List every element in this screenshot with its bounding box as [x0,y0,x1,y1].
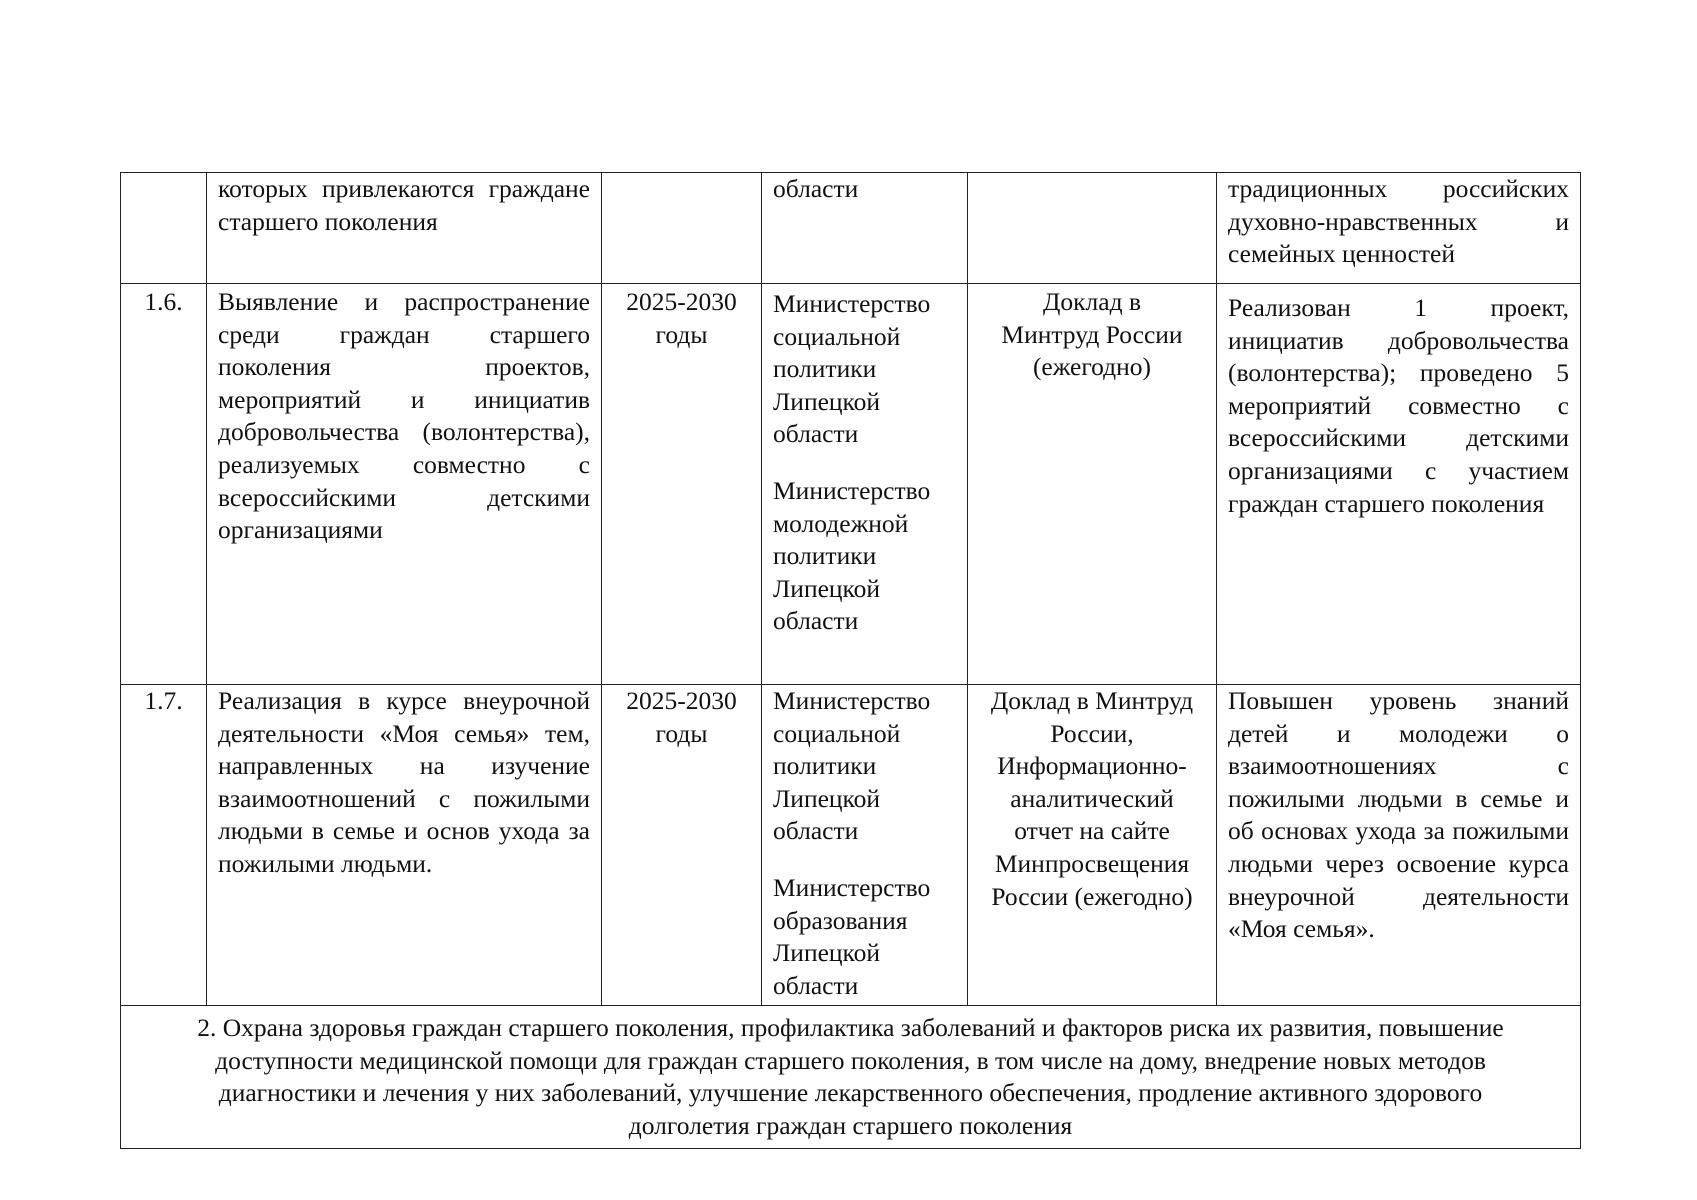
result-cell [1217,685,1581,1006]
report-text: Доклад в Минтруд России (ежегодно) [1001,287,1183,382]
result-cell [1217,173,1581,284]
executor-cell [762,685,968,1006]
result-text: Повышен уровень знаний детей и молодежи о взаимоотношениях с пожилыми людьми в семье и об основах ухода за пожилыми людьми через освоение курса внеурочной деятельности «Моя семья». [1228,686,1569,944]
executor-cell [762,284,968,685]
term-text: 2025-2030 годы [626,686,737,748]
measure-name-text: Реализация в курсе внеурочной деятельности «Моя семья» тем, направленных на изучение взаимоотношений с пожилыми людьми в семье и основ ухода за пожилыми людьми. [218,686,590,878]
measures-table [120,172,1581,1149]
table-row-continued [121,173,1581,284]
term-text: 2025-2030 годы [626,287,737,349]
row-number-cell [121,685,207,1006]
executor-name: Министерство образования Липецкой области [773,872,931,1000]
row-number: 1.7. [144,686,183,715]
report-cell [968,173,1217,284]
row-number-cell [121,284,207,685]
row-number: 1.6. [144,287,183,316]
report-cell [968,284,1217,685]
result-cell [1217,284,1581,685]
measure-name-text: которых привлекаются граждане старшего поколения [218,174,590,236]
table-row-1-7 [121,685,1581,1006]
section-heading-row [121,1006,1581,1149]
executor-name: Министерство молодежной политики Липецкой области [773,475,931,636]
result-text: традиционных российских духовно-нравственных и семейных ценностей [1228,174,1569,269]
measure-name-cell [207,284,602,685]
table-row-1-6 [121,284,1581,685]
term-cell [602,173,762,284]
measure-name-cell [207,685,602,1006]
report-text: Доклад в Минтруд России, Информационно-аналитический отчет на сайте Минпросвещения России (ежегодно) [990,686,1194,911]
report-cell [968,685,1217,1006]
executor-name: Министерство социальной политики Липецкой области [773,289,931,449]
measure-name-text: Выявление и распространение среди граждан старшего поколения проектов, мероприятий и инициатив добровольчества (волонтерства), реализуемых совместно с всероссийскими детскими организациями [218,287,590,545]
term-cell [602,284,762,685]
section-heading: 2. Охрана здоровья граждан старшего поколения, профилактика заболеваний и факторов риска их развития, повышение доступности медицинской помощи для граждан старшего поколения, в том числе на дому, внедрение новых методов диагностики и лечения у них заболеваний, улучшение лекарственного обеспечения, продление активного здорового долголетия граждан старшего поколения [197,1013,1504,1140]
executor-name: области [773,174,859,203]
measure-name-cell [207,173,602,284]
executor-cell [762,173,968,284]
executor-name: Министерство социальной политики Липецкой области [773,686,931,846]
term-cell [602,685,762,1006]
result-text: Реализован 1 проект, инициатив добровольчества (волонтерства); проведено 5 мероприятий совместно с всероссийскими детскими организациями с участием граждан старшего поколения [1228,293,1569,518]
section-heading-cell [121,1006,1581,1149]
row-number-cell [121,173,207,284]
